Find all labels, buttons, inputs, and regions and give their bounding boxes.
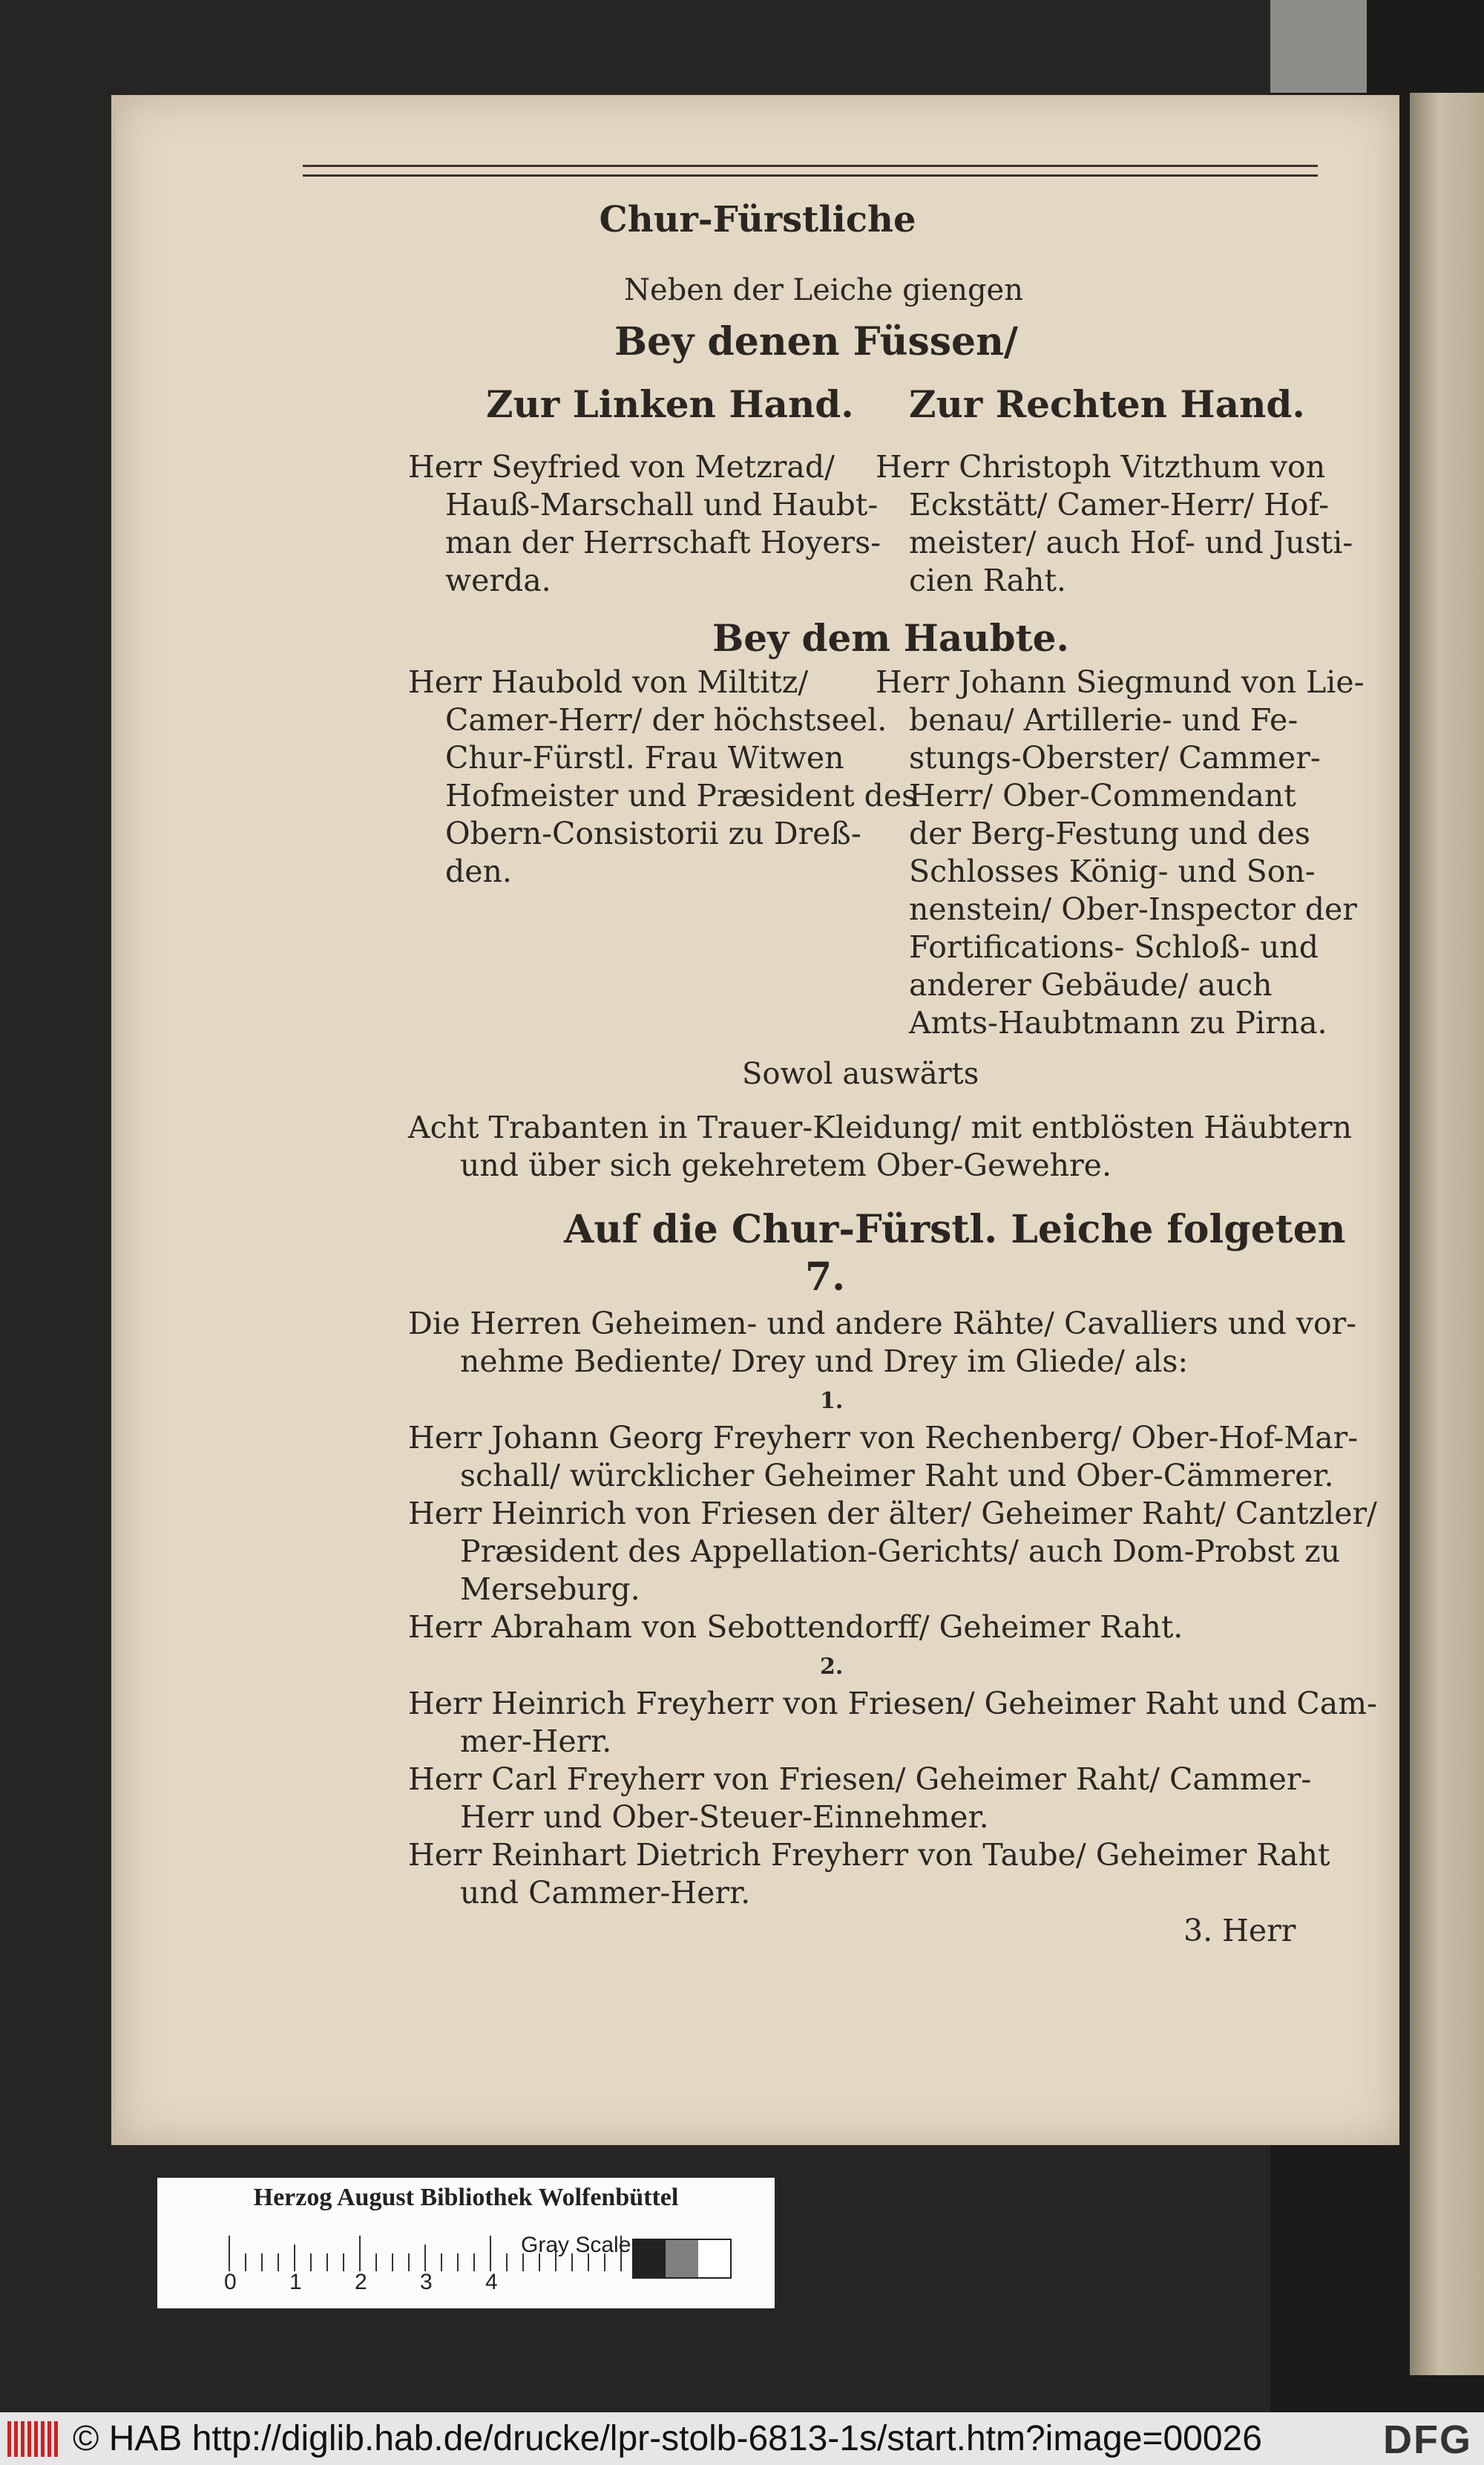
block2-right-line-6: Schlosses König- und Son- [909, 854, 1316, 889]
block1-right-line-2: Eckstätt/ Camer-Herr/ Hof- [909, 487, 1329, 523]
block2-left-line-1: Herr Haubold von Miltitz/ [408, 664, 809, 700]
block1-left-line-1: Herr Seyfried von Metzrad/ [408, 449, 835, 485]
group1-line-6: Herr Abraham von Sebottendorff/ Geheimer Raht. [408, 1609, 1183, 1645]
ruler-numbers [224, 2270, 669, 2299]
right-hand-heading: Zur Rechten Hand. [909, 382, 1305, 426]
running-head: Chur-Fürstliche [599, 199, 916, 240]
block2-right-line-2: benau/ Artillerie- und Fe- [909, 702, 1298, 738]
group-number-1: 1. [820, 1388, 844, 1414]
group2-line-4: Herr und Ober-Steuer-Einnehmer. [460, 1799, 989, 1835]
group2-line-5: Herr Reinhart Dietrich Freyherr von Taube/ Geheimer Raht [408, 1837, 1330, 1873]
group2-line-3: Herr Carl Freyherr von Friesen/ Geheimer Raht/ Cammer- [408, 1761, 1312, 1797]
block2-right-line-1: Herr Johann Siegmund von Lie- [876, 664, 1365, 700]
next-page-edge [1410, 93, 1484, 2375]
barcode-icon [7, 2421, 61, 2457]
ruler-number-2: 2 [355, 2270, 367, 2294]
footer-bar [0, 2412, 1484, 2465]
catchword: 3. Herr [1183, 1913, 1296, 1948]
block2-left-line-4: Hofmeister und Præsident des [445, 778, 918, 814]
gray-scale-target [157, 2178, 775, 2308]
block1-right-line-4: cien Raht. [909, 563, 1066, 598]
group1-line-2: schall/ würcklicher Geheimer Raht und Ober-Cämmerer. [460, 1458, 1334, 1493]
gray-scale-swatches [632, 2239, 732, 2279]
group1-line-4: Præsident des Appellation-Gerichts/ auch Dom-Probst zu [460, 1533, 1341, 1569]
footer-url[interactable]: © HAB http://diglib.hab.de/drucke/lpr-stolb-6813-1s/start.htm?image=00026 [73, 2419, 1262, 2458]
block1-right-line-1: Herr Christoph Vitzthum von [876, 449, 1326, 485]
block2-right-line-3: stungs-Oberster/ Cammer- [909, 740, 1321, 776]
herren-line-1: Die Herren Geheimen- und andere Rähte/ Cavalliers und vor- [408, 1306, 1357, 1341]
block1-left-line-4: werda. [445, 563, 551, 598]
scan-grey-strip [1270, 0, 1367, 93]
folgeten-heading: Auf die Chur-Fürstl. Leiche folgeten [564, 1207, 1346, 1252]
block2-right-line-8: Fortifications- Schloß- und [909, 929, 1319, 965]
library-name: Herzog August Bibliothek Wolfenbüttel [253, 2184, 679, 2211]
trabanten-line-2: und über sich gekehretem Ober-Gewehre. [460, 1148, 1112, 1183]
block1-right-line-3: meister/ auch Hof- und Justi- [909, 525, 1353, 560]
block2-right-line-10: Amts-Haubtmann zu Pirna. [909, 1005, 1327, 1041]
trabanten-line-1: Acht Trabanten in Trauer-Kleidung/ mit entblösten Häubtern [408, 1110, 1352, 1145]
gray-scale-label: Gray Scale [521, 2233, 631, 2257]
group2-line-1: Herr Heinrich Freyherr von Friesen/ Geheimer Raht und Cam- [408, 1686, 1377, 1721]
neben-heading: Neben der Leiche giengen [624, 273, 1023, 307]
bey-haubte-heading: Bey dem Haubte. [712, 616, 1069, 660]
block2-right-line-9: anderer Gebäude/ auch [909, 967, 1273, 1003]
block2-left-line-6: den. [445, 854, 512, 889]
block2-right-line-7: nenstein/ Ober-Inspector der [909, 891, 1357, 927]
block2-left-line-5: Obern-Consistorii zu Dreß- [445, 816, 861, 851]
block1-left-line-3: man der Herrschaft Hoyers- [445, 525, 881, 560]
group-number-2: 2. [820, 1654, 844, 1680]
group2-line-2: mer-Herr. [460, 1723, 612, 1759]
sowol-heading: Sowol auswärts [742, 1057, 979, 1091]
ruler-number-4: 4 [485, 2270, 498, 2294]
group1-line-1: Herr Johann Georg Freyherr von Rechenberg/ Ober-Hof-Mar- [408, 1420, 1359, 1456]
ruler-number-3: 3 [420, 2270, 433, 2294]
block2-right-line-4: Herr/ Ober-Commendant [909, 778, 1296, 814]
seven-number: 7. [805, 1254, 846, 1300]
block1-left-line-2: Hauß-Marschall und Haubt- [445, 487, 879, 523]
dfg-logo: DFG [1383, 2417, 1472, 2462]
block2-right-line-5: der Berg-Festung und des [909, 816, 1310, 851]
block2-left-line-3: Chur-Fürstl. Frau Witwen [445, 740, 844, 776]
herren-line-2: nehme Bediente/ Drey und Drey im Gliede/ als: [460, 1343, 1189, 1379]
bey-fuessen-heading: Bey denen Füssen/ [614, 319, 1018, 364]
ruler-number-1: 1 [289, 2270, 302, 2294]
group1-line-3: Herr Heinrich von Friesen der älter/ Geheimer Raht/ Cantzler/ [408, 1496, 1377, 1531]
group2-line-6: und Cammer-Herr. [460, 1875, 751, 1911]
ruler-number-0: 0 [224, 2270, 237, 2294]
group1-line-5: Merseburg. [460, 1571, 640, 1607]
block2-left-line-2: Camer-Herr/ der höchstseel. [445, 702, 887, 738]
left-hand-heading: Zur Linken Hand. [486, 382, 854, 426]
head-rule [303, 165, 1318, 177]
